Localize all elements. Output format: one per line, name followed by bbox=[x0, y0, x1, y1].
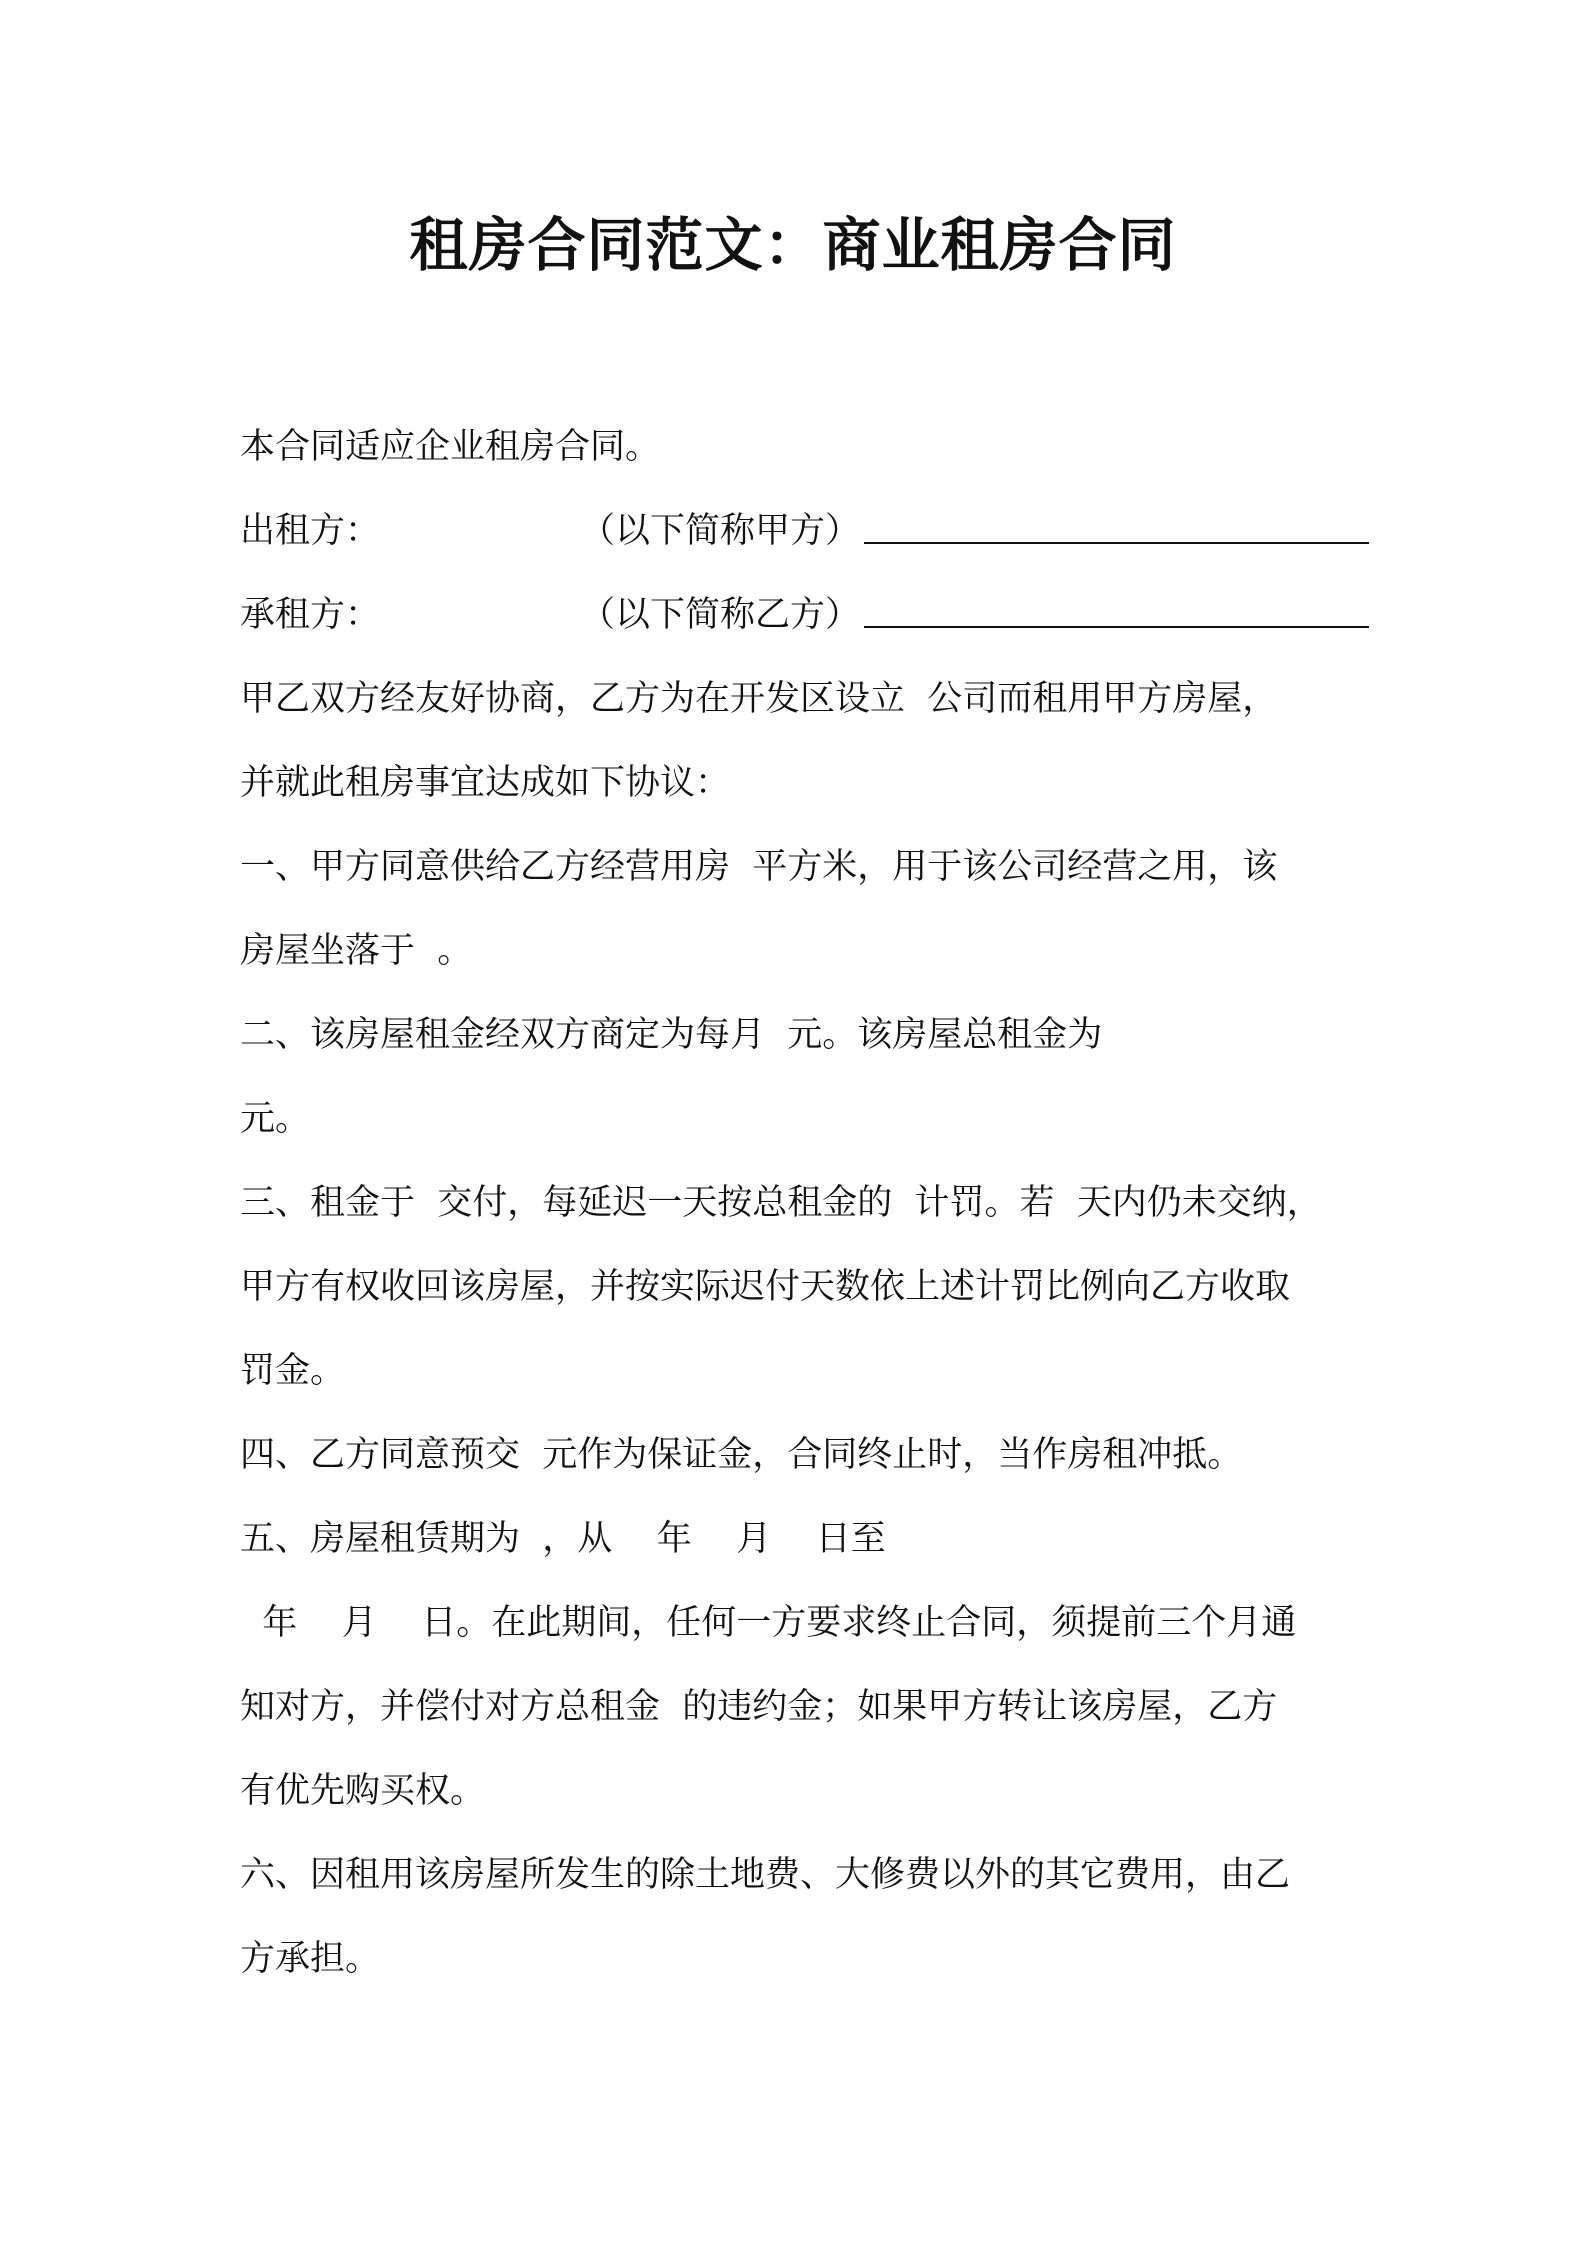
lessee-alias: （以下简称乙方） bbox=[580, 595, 861, 635]
clause-5-line: 有优先购买权。 bbox=[240, 1771, 486, 1811]
clause-2-line: 二、该房屋租金经双方商定为每月 元。该房屋总租金为 bbox=[240, 1015, 1103, 1055]
document-body bbox=[240, 405, 1380, 2001]
lessee-label: 承租方： bbox=[240, 595, 381, 635]
clause-4-line: 四、乙方同意预交 元作为保证金，合同终止时，当作房租冲抵。 bbox=[240, 1435, 1243, 1475]
lessor-alias: （以下简称甲方） bbox=[580, 511, 861, 551]
intro-line: 本合同适应企业租房合同。 bbox=[240, 427, 661, 467]
clause-1-line: 房屋坐落于 。 bbox=[240, 931, 473, 971]
clause-5-line: 五、房屋租赁期为 ，从 年 月 日至 bbox=[240, 1519, 886, 1559]
clause-1-line: 一、甲方同意供给乙方经营用房 平方米，用于该公司经营之用，该 bbox=[240, 847, 1278, 887]
clause-5-line: 知对方，并偿付对方总租金 的违约金；如果甲方转让该房屋，乙方 bbox=[240, 1687, 1278, 1727]
lessor-label: 出租方： bbox=[240, 511, 381, 551]
clause-3-line: 罚金。 bbox=[240, 1351, 346, 1391]
clause-3-line: 甲方有权收回该房屋，并按实际迟付天数依上述计罚比例向乙方收取 bbox=[240, 1267, 1291, 1307]
clause-3-line: 三、租金于 交付，每延迟一天按总租金的 计罚。若 天内仍未交纳， bbox=[240, 1183, 1322, 1223]
clause-6-line: 方承担。 bbox=[240, 1939, 381, 1979]
clause-2-line: 元。 bbox=[240, 1099, 311, 1139]
paragraph-line: 并就此租房事宜达成如下协议： bbox=[240, 763, 731, 803]
clause-5-line: 年 月 日。在此期间，任何一方要求终止合同，须提前三个月通 bbox=[240, 1603, 1297, 1643]
lessor-line bbox=[240, 489, 1380, 573]
lessor-blank bbox=[864, 498, 1369, 544]
document-title: 租房合同范文：商业租房合同 bbox=[409, 211, 1177, 279]
lessee-blank bbox=[864, 582, 1369, 628]
clause-6-line: 六、因租用该房屋所发生的除土地费、大修费以外的其它费用，由乙 bbox=[240, 1855, 1291, 1895]
paragraph-line: 甲乙双方经友好协商，乙方为在开发区设立 公司而租用甲方房屋， bbox=[240, 679, 1278, 719]
lessee-line bbox=[240, 573, 1380, 657]
